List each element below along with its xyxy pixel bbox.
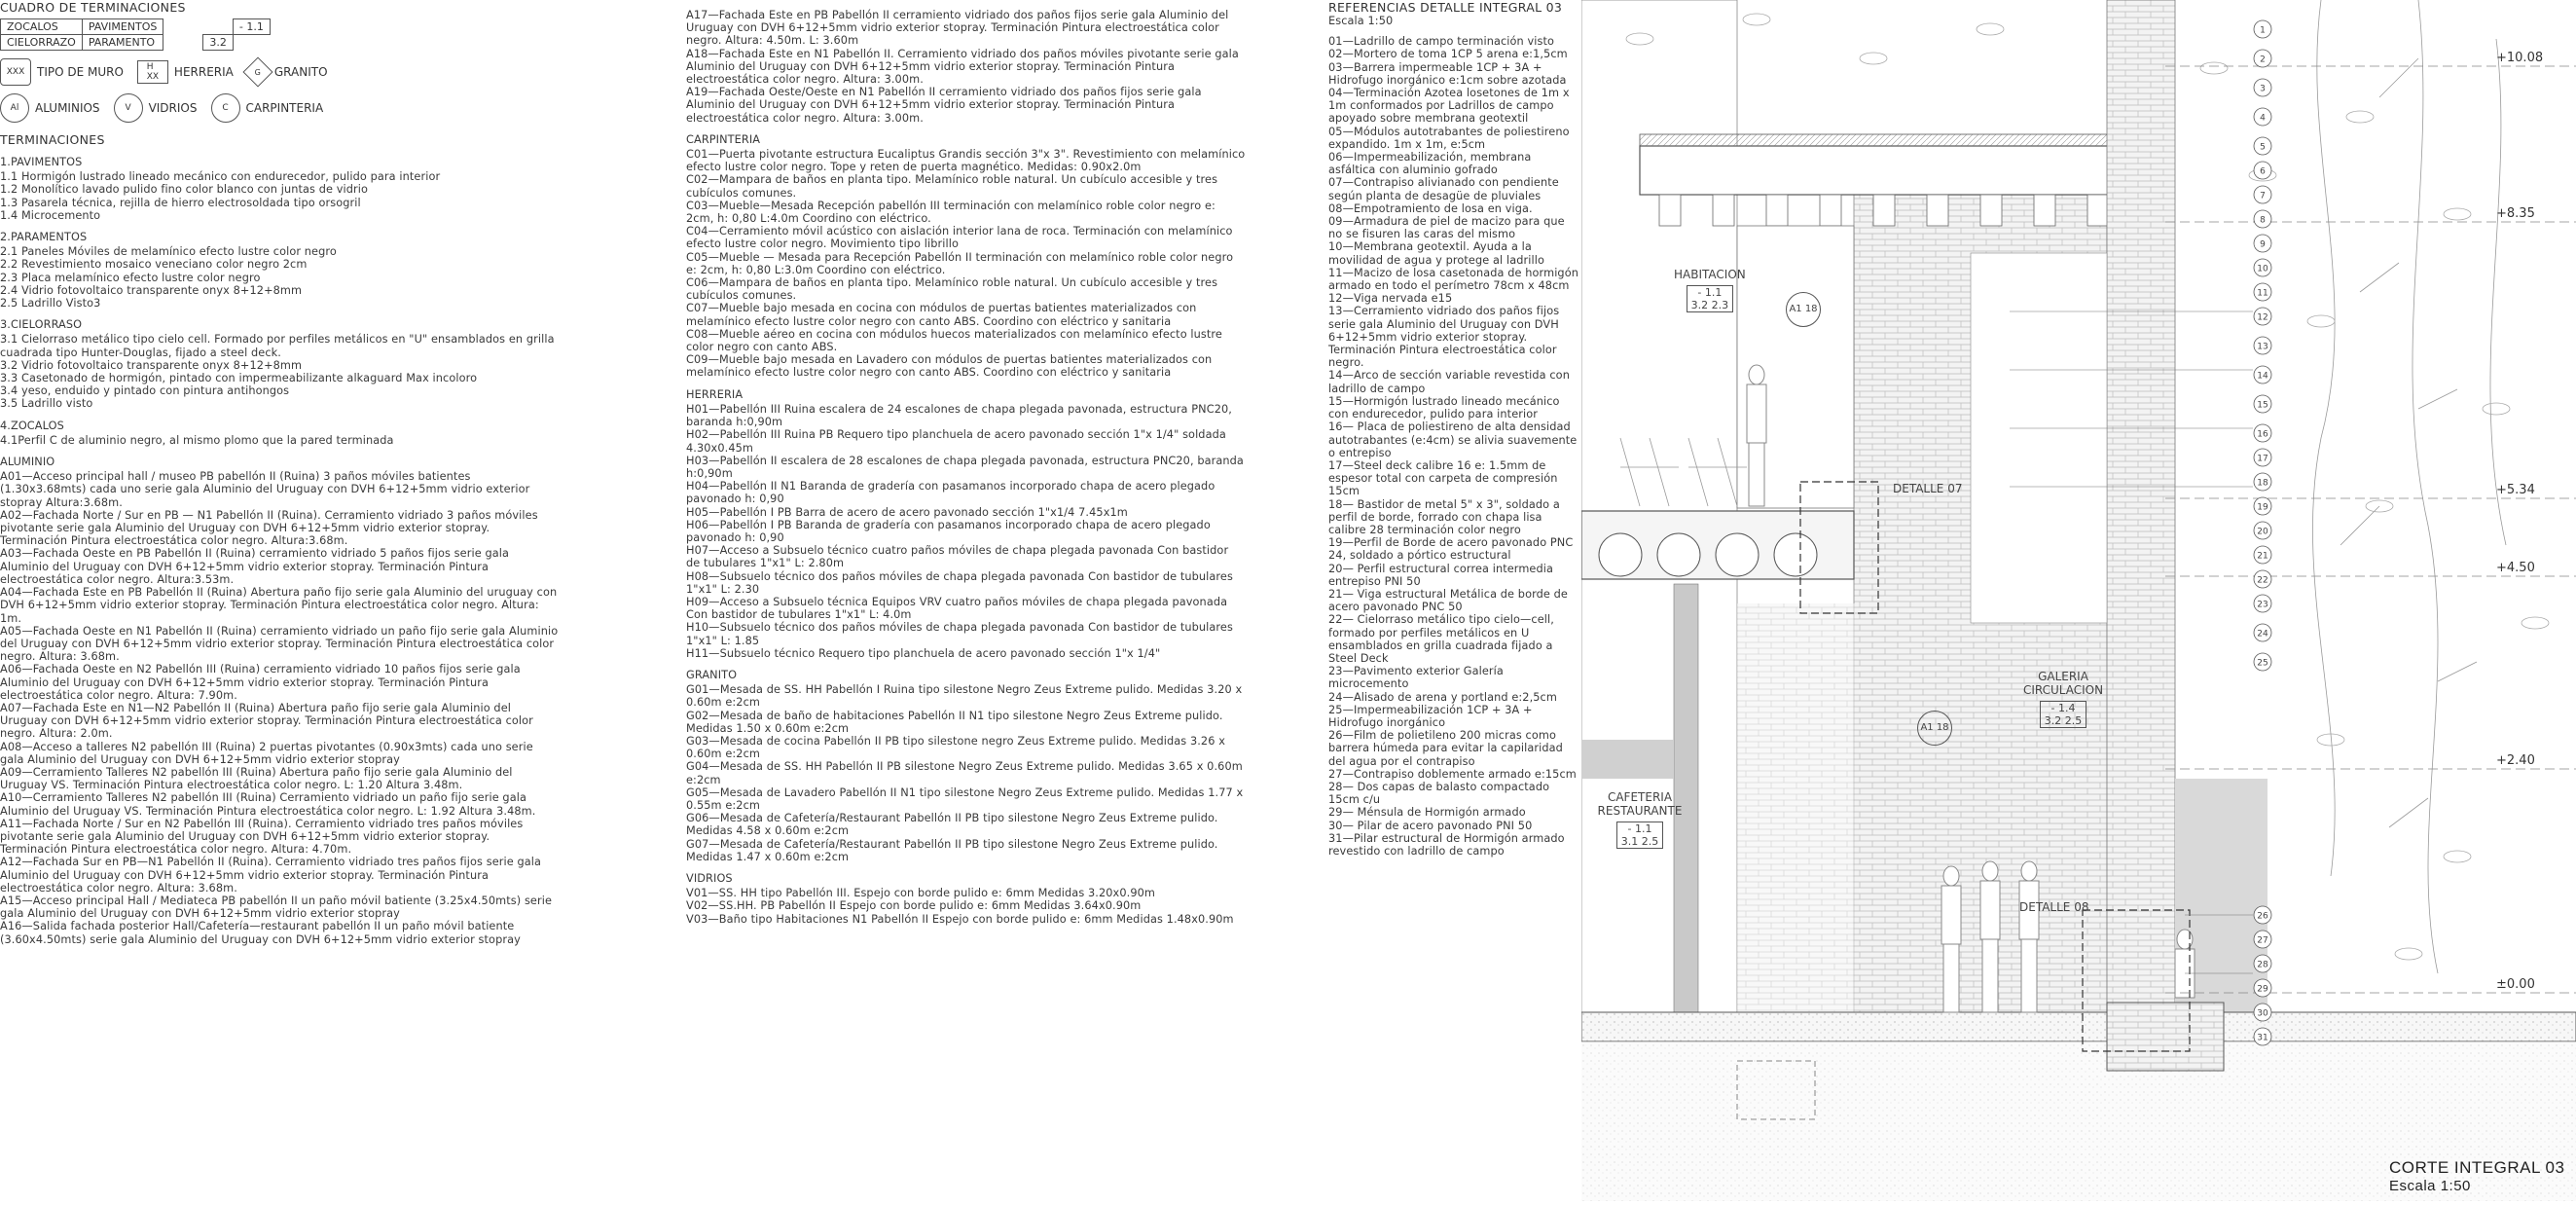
callout-number: 5 [2260, 142, 2266, 153]
referencia-item: 13—Cerramiento vidriado dos paños fijos serie gala Aluminio del Uruguay con DVH 6+12+5mm vidrio exterior stopray. Terminación Pintura electroestática color negro. [1328, 305, 1560, 370]
section-title: CARPINTERIA [686, 132, 761, 146]
referencia-item: 18— Bastidor de metal 5" x 3", soldado a perfil de borde, forrado con chapa lisa calibre 28 terminación color negro [1328, 497, 1560, 536]
spec-line: C09—Mueble bajo mesada en Lavadero con módulos de puertas batientes materializados con melamínico efecto lustre color negro con canto ABS. Coordino con eléctrico y sanitaria [686, 353, 1213, 380]
spec-line: G04—Mesada de SS. HH Pabellón II PB silestone Negro Zeus Extreme pulido. Medidas 3.65 x 0.60m e:2cm [686, 760, 1243, 786]
spec-line: V03—Baño tipo Habitaciones N1 Pabellón II Espejo con borde pulido e: 6mm Medidas 1.48x0.90m [686, 912, 1234, 926]
spec-line: A03—Fachada Oeste en PB Pabellón II (Ruina) cerramiento vidriado 5 paños fijos serie gala Aluminio del Uruguay con DVH 6+12+5mm vidrio exterior stopray. Terminación Pintura electroestática color negro. Altura:3.53m. [0, 547, 509, 586]
spec-line: H09—Acceso a Subsuelo técnica Equipos VRV cuatro paños móviles de chapa plegada pavonada Con bastidor de tubulares 1"x1" L: 4.0m [686, 595, 1228, 622]
carpinteria-circle-icon: C [211, 93, 240, 123]
spec-line: H01—Pabellón III Ruina escalera de 24 escalones de chapa plegada pavonada, estructura PNC20, baranda h:0,90m [686, 402, 1232, 429]
cuadro-title: CUADRO DE TERMINACIONES [0, 0, 186, 15]
spec-line: A02—Fachada Norte / Sur en PB — N1 Pabellón II (Ruina). Cerramiento vidriado 3 paños móviles pivotante serie gala Aluminio del Uruguay con DVH 6+12+5mm vidrio exterior stopray. Terminación Pintura electroestática color negro. Altura:3.68m. [0, 508, 538, 548]
room-label-cafeteria [1586, 790, 1693, 849]
spec-line: A17—Fachada Este en PB Pabellón II cerramiento vidriado dos paños fijos serie gala Aluminio del Uruguay con DVH 6+12+5mm vidrio exterior stopray. Terminación Pintura electroestática color negro. Altura: 4.50m. L: 3.60m [686, 9, 1229, 48]
referencia-item: 26—Film de polietileno 200 micras como barrera húmeda para evitar la capilaridad del agua por el contrapiso [1328, 729, 1563, 768]
terminaciones-title: TERMINACIONES [0, 132, 105, 147]
referencias-scale: Escala 1:50 [1328, 15, 1394, 27]
referencia-item: 23—Pavimento exterior Galería microcemento [1328, 665, 1504, 691]
callout-number: 29 [2257, 984, 2268, 995]
room-tag: - 1.1 3.1 2.5 [1616, 822, 1663, 849]
symbol-label: HERRERIA [173, 65, 234, 79]
vegetation [2312, 0, 2506, 973]
aluminio-tag: A1 18 [1786, 292, 1821, 327]
callout-number: 1 [2260, 25, 2266, 36]
spec-line: A01—Acceso principal hall / museo PB pabellón II (Ruina) 3 paños móviles batientes (1.30x3.68mts) cada uno serie gala Aluminio del Uruguay con DVH 6+12+5mm vidrio exterior stopray Altura:3.68m. [0, 470, 530, 509]
spec-line: G02—Mesada de baño de habitaciones Pabellón II N1 tipo silestone Negro Zeus Extreme pulido. Medidas 1.50 x 0.60m e:2cm [686, 709, 1223, 735]
spec-line: A10—Cerramiento Talleres N2 pabellón III (Ruina) Cerramiento vidriado un paño fijo serie gala Aluminio del Uruguay VS. Terminación Pintura electroestática color negro. L: 1.92 Altura 3.48m. [0, 791, 536, 818]
spec-line: G06—Mesada de Cafetería/Restaurant Pabellón II PB tipo silestone Negro Zeus Extreme pulido. Medidas 4.58 x 0.60m e:2cm [686, 812, 1218, 838]
spec-line: H07—Acceso a Subsuelo técnico cuatro paños móviles de chapa plegada pavonada Con bastidor de tubulares 1"x1" L: 2.80m [686, 544, 1229, 570]
callout-number: 3 [2260, 84, 2266, 94]
room-name: HABITACION [1674, 268, 1746, 281]
callout-number: 30 [2257, 1008, 2268, 1019]
callout-number: 22 [2257, 575, 2268, 586]
key-small-top: - 1.1 [233, 19, 270, 35]
spec-line: A18—Fachada Este en N1 Pabellón II. Cerramiento vidriado dos paños móviles pivotante serie gala Aluminio del Uruguay con DVH 6+12+5mm vidrio exterior stopray. Terminación Pintura electroestática color negro. Altura: 3.00m. [686, 47, 1239, 87]
callout-number: 8 [2260, 215, 2266, 226]
spec-line: A06—Fachada Oeste en N2 Pabellón III (Ruina) cerramiento vidriado 10 paños fijos serie gala Aluminio del Uruguay con DVH 6+12+5mm vidrio exterior stopray. Terminación Pintura electroestática color negro. Altura: 7.90m. [0, 663, 521, 702]
spec-line: A19—Fachada Oeste/Oeste en N1 Pabellón II cerramiento vidriado dos paños fijos serie gala Aluminio del Uruguay con DVH 6+12+5mm vidrio exterior stopray. Terminación Pintura electroestática color negro. Altura: 3.00m. [686, 86, 1202, 125]
spec-line: 3.2 Vidrio fotovoltaico transparente onyx 8+12+8mm [0, 358, 303, 372]
key-small-bottom: 3.2 [203, 35, 234, 51]
referencia-item: 02—Mortero de toma 1CP 5 arena e:1,5cm [1328, 48, 1568, 61]
referencia-item: 17—Steel deck calibre 16 e: 1.5mm de espesor total con carpeta de compresión 15cm [1328, 458, 1558, 498]
callout-number: 31 [2257, 1033, 2268, 1043]
section-drawing [1581, 0, 2576, 1201]
referencia-item: 01—Ladrillo de campo terminación visto [1328, 35, 1555, 49]
symbol-vidrios [114, 93, 198, 123]
spec-line: C01—Puerta pivotante estructura Eucaliptus Grandis sección 3"x 3". Revestimiento con melamínico efecto lustre color negro. Tope y reten de puerta magnético. Medidas: 0.90x2.0m [686, 148, 1246, 174]
symbol-label: ALUMINIOS [35, 101, 100, 115]
spec-line: 2.5 Ladrillo Visto3 [0, 297, 101, 310]
spec-line: H03—Pabellón II escalera de 28 escalones de chapa plegada pavonada, estructura PNC20, baranda h:0,90m [686, 454, 1244, 480]
referencia-item: 29— Ménsula de Hormigón armado [1328, 806, 1526, 820]
referencia-item: 06—Impermeabilización, membrana asfáltica con aluminio gofrado [1328, 151, 1532, 177]
spec-line: H10—Subsuelo técnico dos paños móviles de chapa plegada pavonada Con bastidor de tubulares 1"x1" L: 1.85 [686, 621, 1233, 647]
spec-line: 3.1 Cielorraso metálico tipo cielo cell. Formado por perfiles metálicos en "U" ensamblados en grilla cuadrada tipo Hunter-Douglas, fijado a steel deck. [0, 333, 555, 359]
spec-line: H04—Pabellón II N1 Baranda de gradería con pasamanos incorporado chapa de acero plegado pavonado h: 0,90 [686, 480, 1215, 506]
detail-label: DETALLE 07 [1893, 482, 1963, 495]
callout-number: 23 [2257, 600, 2268, 610]
callout-number: 14 [2257, 371, 2268, 382]
spec-section [0, 456, 560, 946]
callout-number: 10 [2257, 264, 2268, 274]
referencia-item: 31—Pilar estructural de Hormigón armado revestido con ladrillo de campo [1328, 831, 1565, 858]
roof-coffers [1659, 195, 2109, 226]
spec-line: G01—Mesada de SS. HH Pabellón I Ruina tipo silestone Negro Zeus Extreme pulido. Medidas 3.20 x 0.60m e:2cm [686, 683, 1243, 710]
spec-line: 1.1 Hormigón lustrado lineado mecánico con endurecedor, pulido para interior [0, 170, 441, 184]
spec-line: 4.1Perfil C de aluminio negro, al mismo plomo que la pared terminada [0, 433, 394, 447]
callout-number: 4 [2260, 113, 2266, 124]
brick-facade-lower [1737, 603, 2107, 1012]
room-label-galeria [2010, 670, 2117, 728]
symbol-tipo-muro [0, 58, 124, 86]
level-label: +2.40 [2496, 753, 2535, 768]
section-title: 3.CIELORRASO [0, 318, 83, 332]
brick-tower [2107, 0, 2175, 1012]
callout-number: 7 [2260, 191, 2266, 201]
aluminio-hex-icon: Al [0, 93, 29, 123]
room-tag: - 1.1 3.2 2.3 [1687, 285, 1733, 312]
referencia-item: 27—Contrapiso doblemente armado e:15cm [1328, 767, 1577, 781]
spec-line: C02—Mampara de baños en planta tipo. Melamínico roble natural. Un cubículo accesible y tres cubículos comunes. [686, 173, 1218, 200]
symbol-herreria [137, 58, 234, 86]
callout-number: 28 [2257, 960, 2268, 970]
key-cell: PARAMENTO [82, 35, 163, 51]
section-title: ALUMINIO [0, 456, 55, 469]
key-cell: ZOCALOS [1, 19, 83, 35]
referencias-column [1328, 0, 1581, 1201]
room-label-habitacion [1674, 268, 1746, 312]
callout-number: 17 [2257, 454, 2268, 464]
spec-line: H08—Subsuelo técnico dos paños móviles de chapa plegada pavonada Con bastidor de tubulares 1"x1" L: 2.30 [686, 569, 1233, 596]
spec-line: 3.3 Casetonado de hormigón, pintado con impermeabilizante alkaguard Max incoloro [0, 372, 478, 385]
spec-line: 3.4 yeso, enduido y pintado con pintura antihongos [0, 384, 290, 398]
spec-line: A05—Fachada Oeste en N1 Pabellón II (Ruina) cerramiento vidriado un paño fijo serie gala Aluminio del Uruguay con DVH 6+12+5mm vidrio exterior stopray. Terminación Pintura electroestática color negro. Altura: 3.68m. [0, 624, 559, 664]
granito-diamond-icon: G [242, 56, 272, 87]
spec-line: V01—SS. HH tipo Pabellón III. Espejo con borde pulido e: 6mm Medidas 3.20x0.90m [686, 887, 1155, 900]
vidrio-triangle-icon: V [114, 93, 143, 123]
referencias-list [1328, 35, 1581, 858]
spec-line: V02—SS.HH. PB Pabellón II Espejo con borde pulido e: 6mm Medidas 3.64x0.90m [686, 899, 1142, 913]
callout-number: 21 [2257, 551, 2268, 562]
spec-line: A16—Salida fachada posterior Hall/Cafetería—restaurant pabellón II un paño móvil batiente (3.60x4.50mts) serie gala Aluminio del Uruguay con DVH 6+12+5mm vidrio exterior stopray [0, 920, 521, 946]
specs-column [686, 0, 1246, 1201]
spec-line: H02—Pabellón III Ruina PB Requero tipo planchuela de acero pavonado sección 1"x 1/4" soldada 4.30x0.45m [686, 428, 1226, 455]
section-title: HERRERIA [686, 387, 744, 401]
spec-line: A09—Cerramiento Talleres N2 pabellón III (Ruina) Abertura paño fijo serie gala Aluminio del Uruguay VS. Terminación Pintura electroestática color negro. L: 1.20 Altura 3.48m. [0, 765, 513, 792]
detail-label: DETALLE 08 [2019, 900, 2089, 914]
symbol-granito [247, 58, 328, 86]
spec-section [686, 9, 1246, 125]
drawing-title: CORTE INTEGRAL 03 [2389, 1158, 2565, 1177]
level-label: ±0.00 [2496, 977, 2535, 992]
section-title: 1.PAVIMENTOS [0, 156, 83, 168]
referencia-item: 28— Dos capas de balasto compactado 15cm c/u [1328, 780, 1550, 807]
room-name: GALERIA CIRCULACION [2022, 670, 2104, 697]
aluminio-tag: A1 18 [1917, 711, 1952, 746]
symbol-label: GRANITO [273, 65, 328, 79]
spec-line: A12—Fachada Sur en PB—N1 Pabellón II (Ruina). Cerramiento vidriado tres paños fijos serie gala Aluminio del Uruguay con DVH 6+12+5mm vidrio exterior stopray. Terminación Pintura electroestática color negro. Altura: 3.68m. [0, 856, 542, 895]
spec-line: C07—Mueble bajo mesada en cocina con módulos de puertas batientes materializados con melamínico efecto lustre color negro con canto ABS. Coordino con eléctrico y sanitaria [686, 302, 1197, 328]
spec-line: H11—Subsuelo técnico Requero tipo planchuela de acero pavonado sección 1"x 1/4" [686, 646, 1161, 660]
roof-slab [1640, 146, 2126, 195]
referencia-item: 22— Cielorraso metálico tipo cielo—cell, formado por perfiles metálicos en U ensamblados en grilla cuadrada fijado a Steel Deck [1328, 613, 1554, 665]
muro-hex-icon: XXX [0, 58, 31, 86]
referencia-item: 24—Alisado de arena y portland e:2,5cm [1328, 690, 1557, 704]
roof-finish [1640, 134, 2126, 146]
symbol-carpinteria [211, 93, 324, 123]
callout-number: 2 [2260, 55, 2266, 65]
spec-line: H06—Pabellón I PB Baranda de gradería con pasamanos incorporado chapa de acero plegado pavonado h: 0,90 [686, 518, 1211, 544]
referencia-item: 20— Perfil estructural correa intermedia entrepiso PNI 50 [1328, 562, 1554, 588]
room-name: CAFETERIA RESTAURANTE [1597, 790, 1683, 818]
referencia-item: 19—Perfil de Borde de acero pavonado PNC 24, soldado a pórtico estructural [1328, 536, 1574, 563]
referencia-item: 11—Macizo de losa casetonada de hormigón armado en todo el perímetro 78cm x 48cm [1328, 266, 1578, 293]
callout-number: 15 [2257, 400, 2268, 411]
referencia-item: 10—Membrana geotextil. Ayuda a la movilidad de agua y protege al ladrillo [1328, 240, 1544, 267]
spec-line: A08—Acceso a talleres N2 pabellón III (Ruina) 2 puertas pivotantes (0.90x3mts) cada uno serie gala Aluminio del Uruguay con DVH 6+12+5mm vidrio exterior stopray [0, 740, 533, 766]
referencia-item: 12—Viga nervada e15 [1328, 292, 1453, 306]
symbol-label: VIDRIOS [148, 101, 198, 115]
level-label: +4.50 [2496, 561, 2535, 575]
key-cell: CIELORRAZO [1, 35, 83, 51]
spec-section [0, 318, 560, 410]
terminaciones-column [0, 0, 560, 1201]
symbol-label: TIPO DE MURO [37, 65, 124, 79]
callout-number: 11 [2257, 288, 2268, 299]
spec-section [686, 872, 1246, 926]
spec-line: 2.4 Vidrio fotovoltaico transparente onyx 8+12+8mm [0, 283, 303, 297]
level-label: +8.35 [2496, 206, 2535, 221]
key-table [0, 18, 163, 51]
spec-line: 1.4 Microcemento [0, 208, 101, 222]
referencia-item: 08—Empotramiento de losa en viga. [1328, 201, 1533, 215]
spec-line: A07—Fachada Este en N1—N2 Pabellón II (Ruina) Abertura paño fijo serie gala Aluminio del Uruguay con DVH 6+12+5mm vidrio exterior stopray. Terminación Pintura electroestática color negro. Altura: 2.0m. [0, 701, 533, 741]
spec-line: 1.2 Monolítico lavado pulido fino color blanco con juntas de vidrio [0, 183, 369, 197]
spec-line: C06—Mampara de baños en planta tipo. Melamínico roble natural. Un cubículo accesible y tres cubículos comunes. [686, 276, 1218, 303]
spec-line: C08—Mueble aéreo en cocina con módulos huecos materializados con melamínico efecto lustre color negro con canto ABS. [686, 327, 1222, 354]
section-title: 4.ZOCALOS [0, 419, 64, 432]
symbol-label: CARPINTERIA [245, 101, 324, 115]
drawing-scale: Escala 1:50 [2389, 1178, 2471, 1194]
callout-number: 16 [2257, 429, 2268, 440]
spec-line: 2.3 Placa melamínico efecto lustre color negro [0, 271, 261, 284]
spec-line: A11—Fachada Norte / Sur en N2 Pabellón III (Ruina). Cerramiento vidriado tres paños móviles pivotante serie gala Aluminio del Uruguay con DVH 6+12+5mm vidrio exterior stopray. Terminación Pintura electroestática color negro. Altura: 4.70m. [0, 817, 524, 857]
referencia-item: 03—Barrera impermeable 1CP + 3A + Hidrofugo inorgánico e:1cm sobre azotada [1328, 60, 1567, 87]
referencia-item: 07—Contrapiso alivianado con pendiente según planta de desagüe de pluviales [1328, 176, 1559, 202]
spec-section [0, 156, 560, 222]
spec-line: 3.5 Ladrillo visto [0, 397, 93, 411]
spec-line: G05—Mesada de Lavadero Pabellón II N1 tipo silestone Negro Zeus Extreme pulido. Medidas 1.77 x 0.55m e:2cm [686, 785, 1244, 812]
herreria-rect-icon: H XX [137, 60, 168, 84]
callout-number: 27 [2257, 935, 2268, 946]
section-title: GRANITO [686, 668, 738, 681]
referencia-item: 15—Hormigón lustrado lineado mecánico con endurecedor, pulido para interior [1328, 394, 1560, 421]
spec-line: C05—Mueble — Mesada para Recepción Pabellón II terminación con melamínico roble color negro e: 2cm, h: 0,80 L:3.0m Coordino con eléctrico. [686, 250, 1234, 276]
spec-section [0, 231, 560, 310]
ground-slab [1581, 1012, 2576, 1041]
footing [2107, 1003, 2224, 1071]
spec-line: A15—Acceso principal Hall / Mediateca PB pabellón II un paño móvil batiente (3.25x4.50mts) serie gala Aluminio del Uruguay con DVH 6+12+5mm vidrio exterior stopray [0, 894, 553, 921]
referencia-item: 04—Terminación Azotea losetones de 1m x 1m conformados por Ladrillos de campo apoyado sobre membrana geotextil [1328, 87, 1570, 126]
callout-number: 13 [2257, 342, 2268, 352]
spec-line: 2.2 Revestimiento mosaico veneciano color negro 2cm [0, 258, 308, 272]
referencia-item: 21— Viga estructural Metálica de borde de acero pavonado PNC 50 [1328, 587, 1568, 614]
callout-number: 12 [2257, 312, 2268, 323]
referencia-item: 30— Pilar de acero pavonado PNI 50 [1328, 819, 1533, 832]
spec-section [0, 420, 560, 447]
spec-section [686, 388, 1246, 660]
terminaciones-sections [0, 156, 560, 946]
callout-number: 9 [2260, 239, 2266, 250]
symbol-aluminios [0, 93, 100, 123]
referencia-item: 16— Placa de poliestireno de alta densidad autotrabantes (e:4cm) se alivia suavemente o entrepiso [1328, 420, 1578, 459]
spec-section [686, 133, 1246, 380]
spec-line: 2.1 Paneles Móviles de melamínico efecto lustre color negro [0, 245, 337, 259]
spec-line: G07—Mesada de Cafetería/Restaurant Pabellón II PB tipo silestone Negro Zeus Extreme pulido. Medidas 1.47 x 0.60m e:2cm [686, 837, 1218, 863]
referencia-item: 25—Impermeabilización 1CP + 3A + Hidrofugo inorgánico [1328, 703, 1533, 729]
title-block [2389, 1158, 2564, 1194]
callout-number: 19 [2257, 502, 2268, 513]
key-small-table [202, 18, 270, 51]
callout-number: 6 [2260, 166, 2266, 177]
room-tag: - 1.4 3.2 2.5 [2040, 701, 2086, 728]
callout-number: 26 [2257, 911, 2268, 922]
inner-panel [1971, 253, 2107, 623]
callout-number: 20 [2257, 527, 2268, 537]
level-label: +5.34 [2496, 483, 2535, 497]
level-label: +10.08 [2496, 51, 2544, 65]
referencias-title: REFERENCIAS DETALLE INTEGRAL 03 [1328, 0, 1563, 15]
callout-number: 25 [2257, 658, 2268, 669]
spec-line: G03—Mesada de cocina Pabellón II PB tipo silestone negro Zeus Extreme pulido. Medidas 3.26 x 0.60m e:2cm [686, 734, 1225, 761]
section-drawing-svg [1581, 0, 2576, 1201]
dark-panel [1581, 740, 1674, 779]
referencia-item: 14—Arco de sección variable revestida con ladrillo de campo [1328, 369, 1570, 395]
section-title: 2.PARAMENTOS [0, 231, 88, 244]
referencia-item: 09—Armadura de piel de macizo para que no se fisuren las caras del mismo [1328, 215, 1565, 241]
spec-line: C04—Cerramiento móvil acústico con aislación interior lana de roca. Terminación con melamínico efecto lustre color negro. Movimiento tipo librillo [686, 225, 1233, 251]
spec-line: 1.3 Pasarela técnica, rejilla de hierro electrosoldada tipo orsogril [0, 196, 361, 209]
symbol-legend [0, 58, 409, 123]
referencia-item: 05—Módulos autotrabantes de poliestireno expandido. 1m x 1m, e:5cm [1328, 125, 1570, 151]
key-cell: PAVIMENTOS [82, 19, 163, 35]
specs-sections [686, 9, 1246, 926]
spec-line: H05—Pabellón I PB Barra de acero de acero pavonado sección 1"x1/4 7.45x1m [686, 505, 1128, 519]
callout-number: 18 [2257, 478, 2268, 489]
callout-number: 24 [2257, 629, 2268, 639]
spec-section [686, 669, 1246, 863]
spec-line: A04—Fachada Este en PB Pabellón II (Ruina) Abertura paño fijo serie gala Aluminio del uruguay con DVH 6+12+5mm vidrio exterior stopray. Terminación Pintura electroestática color negro. Altura: 1m. [0, 586, 558, 625]
section-title: VIDRIOS [686, 872, 733, 885]
spec-line: C03—Mueble—Mesada Recepción pabellón III terminación con melamínico roble color negro e: 2cm, h: 0,80 L:4.0m Coordino con eléctrico. [686, 199, 1215, 226]
